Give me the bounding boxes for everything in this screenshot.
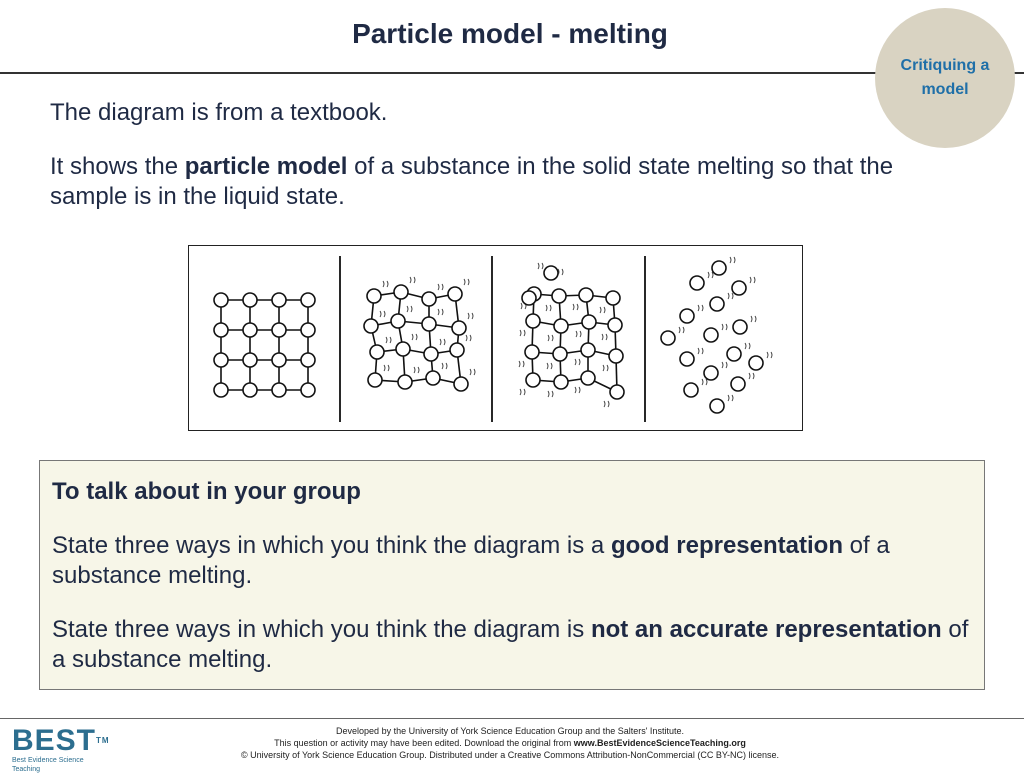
vibration-mark [386, 337, 391, 343]
vibration-mark [730, 257, 735, 263]
vibration-mark [708, 272, 713, 278]
question-bad-end: of a substance melting. [52, 616, 969, 673]
vibration-mark [751, 316, 756, 322]
particle [609, 349, 623, 363]
intro-line-2-bold: particle model [184, 153, 348, 180]
question-good [52, 531, 972, 591]
liquid-particle [710, 297, 724, 311]
vibration-mark [728, 293, 733, 299]
vibration-mark [442, 363, 447, 369]
particle [554, 375, 568, 389]
vibration-mark [438, 309, 443, 315]
vibration-mark [558, 269, 563, 275]
particle-diagram-graphic [189, 246, 801, 429]
vibration-mark [520, 389, 525, 395]
particle [243, 293, 257, 307]
particle [272, 323, 286, 337]
particle [214, 353, 228, 367]
vibration-mark [520, 330, 525, 336]
particle [301, 383, 315, 397]
liquid-particle [710, 399, 724, 413]
particle [422, 292, 436, 306]
particle [243, 323, 257, 337]
particle [450, 343, 464, 357]
question-good-bold: good representation [610, 532, 843, 559]
credit-line-2-start: This question or activity may have been edited. Download the original from [274, 738, 574, 748]
liquid-particle [731, 377, 745, 391]
credit-link[interactable]: www.BestEvidenceScienceTeaching.org [573, 738, 746, 748]
discussion-heading: To talk about in your group [52, 478, 361, 505]
vibration-mark [745, 343, 750, 349]
question-bad-start: State three ways in which you think the diagram is [52, 616, 591, 643]
vibration-mark [698, 348, 703, 354]
particle [214, 323, 228, 337]
discussion-box [39, 460, 985, 690]
footer-divider [0, 718, 1024, 719]
particle [272, 293, 286, 307]
vibration-mark [546, 305, 551, 311]
credit-line-3: © University of York Science Education Group. Distributed under a Creative Commons Attribution-NonCommercial (CC BY-NC) license. [240, 750, 780, 760]
question-good-start: State three ways in which you think the diagram is a [52, 532, 611, 559]
particle [581, 371, 595, 385]
question-not-accurate [52, 615, 972, 675]
vibration-mark [548, 335, 553, 341]
liquid-particle [749, 356, 763, 370]
liquid-particle [732, 281, 746, 295]
vibration-mark [679, 327, 684, 333]
particle [553, 347, 567, 361]
vibration-mark [728, 395, 733, 401]
particle [579, 288, 593, 302]
logo-subtitle: Best Evidence Science Teaching [12, 757, 84, 773]
vibration-mark [750, 277, 755, 283]
vibration-mark [602, 334, 607, 340]
particle [426, 371, 440, 385]
liquid-particle [704, 366, 718, 380]
particle [301, 323, 315, 337]
badge-label: Critiquing a model [900, 57, 990, 98]
liquid-particle [727, 347, 741, 361]
particle [272, 353, 286, 367]
vibration-mark [698, 305, 703, 311]
best-logo [12, 726, 112, 774]
particle [364, 319, 378, 333]
best-logo-mark [12, 726, 112, 756]
particle [394, 285, 408, 299]
vibration-mark [440, 339, 445, 345]
escaping-particle [522, 291, 536, 305]
vibration-mark [380, 311, 385, 317]
particle [454, 377, 468, 391]
particle [424, 347, 438, 361]
vibration-mark [547, 363, 552, 369]
vibration-mark [603, 365, 608, 371]
credit-line-2 [200, 737, 820, 749]
title-divider [0, 72, 1024, 74]
particle [243, 353, 257, 367]
intro-text [50, 98, 970, 236]
liquid-particle [661, 331, 675, 345]
footer-credits [200, 725, 820, 761]
escaping-particle [544, 266, 558, 280]
question-bad-bold: not an accurate representation [590, 616, 942, 643]
vibration-mark [383, 281, 388, 287]
credit-line-1: Developed by the University of York Science Education Group and the Salters' Institute. [336, 726, 684, 736]
vibration-mark [384, 365, 389, 371]
slide-title: Particle model - melting [352, 18, 668, 49]
liquid-particle [680, 309, 694, 323]
question-good-end: of a substance melting. [52, 532, 890, 589]
melting-particle-diagram [188, 245, 803, 431]
vibration-mark [576, 331, 581, 337]
particle [554, 319, 568, 333]
vibration-mark [470, 369, 475, 375]
particle [606, 291, 620, 305]
liquid-particle [680, 352, 694, 366]
vibration-mark [410, 277, 415, 283]
intro-line-1: The diagram is from a textbook. [50, 99, 388, 126]
vibration-mark [519, 361, 524, 367]
logo-text: BEST [12, 724, 97, 757]
vibration-mark [538, 263, 543, 269]
vibration-mark [575, 387, 580, 393]
vibration-mark [573, 304, 578, 310]
particle [301, 293, 315, 307]
particle [526, 373, 540, 387]
particle [582, 315, 596, 329]
vibration-mark [464, 279, 469, 285]
intro-line-2 [50, 152, 970, 212]
intro-line-2-start: It shows the [50, 153, 185, 180]
vibration-mark [722, 324, 727, 330]
liquid-particle [712, 261, 726, 275]
vibration-mark [702, 379, 707, 385]
vibration-mark [438, 284, 443, 290]
vibration-mark [407, 306, 412, 312]
particle [581, 343, 595, 357]
particle [396, 342, 410, 356]
intro-line-2-end: of a substance in the solid state melting so that the sample is in the liquid state. [50, 153, 894, 210]
liquid-particle [733, 320, 747, 334]
particle [367, 289, 381, 303]
vibration-mark [722, 362, 727, 368]
vibration-mark [466, 335, 471, 341]
particle [368, 373, 382, 387]
particle [422, 317, 436, 331]
vibration-mark [412, 334, 417, 340]
vibration-mark [749, 373, 754, 379]
particle [552, 289, 566, 303]
particle [608, 318, 622, 332]
liquid-particle [690, 276, 704, 290]
vibration-mark [414, 367, 419, 373]
vibration-mark [575, 359, 580, 365]
particle [526, 314, 540, 328]
particle [525, 345, 539, 359]
particle [301, 353, 315, 367]
particle [452, 321, 466, 335]
particle [214, 293, 228, 307]
particle [370, 345, 384, 359]
logo-trademark: TM [96, 736, 110, 745]
particle [610, 385, 624, 399]
vibration-mark [468, 313, 473, 319]
particle [448, 287, 462, 301]
vibration-mark [604, 401, 609, 407]
particle [214, 383, 228, 397]
vibration-mark [767, 352, 772, 358]
particle [243, 383, 257, 397]
vibration-mark [600, 307, 605, 313]
particle [398, 375, 412, 389]
vibration-mark [548, 391, 553, 397]
particle [391, 314, 405, 328]
liquid-particle [684, 383, 698, 397]
liquid-particle [704, 328, 718, 342]
particle [272, 383, 286, 397]
